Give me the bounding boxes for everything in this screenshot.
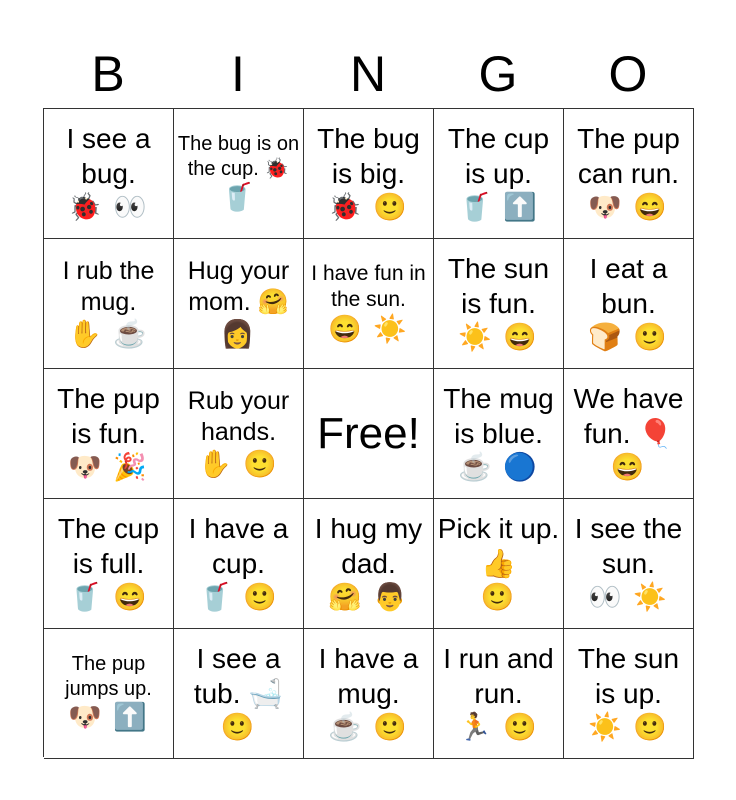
cell-text: The pup jumps up. <box>65 652 152 700</box>
cell-emoji-icons: 🐞 🙂 <box>328 192 409 223</box>
bingo-cell-b3[interactable] <box>44 369 174 499</box>
bingo-cell-b2[interactable] <box>44 239 174 369</box>
cell-emoji-icons: 🥤 <box>220 182 257 213</box>
header-letter-n: N <box>349 46 387 102</box>
bingo-cell-b5[interactable] <box>44 629 174 759</box>
cell-emoji-icons: 😄 <box>610 452 647 483</box>
cell-text: The bug is on the cup. 🐞 <box>177 132 300 180</box>
bingo-cell-n3[interactable] <box>304 369 434 499</box>
bingo-cell-n5[interactable] <box>304 629 434 759</box>
cell-text: I see a bug. <box>66 122 151 189</box>
cell-emoji-icons: ☕ 🔵 <box>458 452 539 483</box>
bingo-cell-b4[interactable] <box>44 499 174 629</box>
cell-emoji-icons: ☀️ 🙂 <box>588 712 669 743</box>
cell-text: The pup can run. <box>577 122 680 189</box>
bingo-cell-o1[interactable] <box>564 109 694 239</box>
bingo-cell-g1[interactable] <box>434 109 564 239</box>
bingo-header <box>43 40 693 108</box>
cell-text: We have fun. 🎈 <box>573 382 684 449</box>
cell-text: I eat a bun. <box>589 252 668 319</box>
cell-emoji-icons: 🥤 🙂 <box>198 582 279 613</box>
cell-emoji-icons: 🙂 <box>220 712 257 743</box>
cell-text: The sun is up. <box>577 642 680 709</box>
cell-text: The cup is full. <box>57 512 160 579</box>
cell-emoji-icons: 🐶 ⬆️ <box>68 702 149 733</box>
header-letter-i: I <box>231 46 245 102</box>
bingo-cell-n4[interactable] <box>304 499 434 629</box>
bingo-cell-o4[interactable] <box>564 499 694 629</box>
bingo-cell-i5[interactable] <box>174 629 304 759</box>
cell-text: I see a tub. 🛁 <box>193 642 284 709</box>
cell-emoji-icons: 🥤 😄 <box>68 582 149 613</box>
cell-emoji-icons: ✋ ☕ <box>68 318 149 349</box>
cell-emoji-icons: 🍞 🙂 <box>588 322 669 353</box>
bingo-cell-n2[interactable] <box>304 239 434 369</box>
cell-emoji-icons: 😄 ☀️ <box>328 313 409 344</box>
bingo-cell-o5[interactable] <box>564 629 694 759</box>
bingo-cell-g4[interactable] <box>434 499 564 629</box>
cell-emoji-icons: ☕ 🙂 <box>328 712 409 743</box>
cell-emoji-icons: ☀️ 😄 <box>458 322 539 353</box>
cell-text: I rub the mug. <box>62 256 155 316</box>
cell-emoji-icons: 🏃 🙂 <box>458 712 539 743</box>
bingo-cell-b1[interactable] <box>44 109 174 239</box>
cell-emoji-icons: ✋ 🙂 <box>198 448 279 479</box>
bingo-board <box>43 108 694 757</box>
cell-text: The mug is blue. <box>443 382 554 449</box>
free-space-label: Free! <box>317 408 420 458</box>
cell-text: Rub your hands. <box>187 386 290 446</box>
cell-text: I have a mug. <box>318 642 419 709</box>
cell-emoji-icons: 🐞 👀 <box>68 192 149 223</box>
cell-text: I see the sun. <box>574 512 683 579</box>
cell-text: I have fun in the sun. <box>311 261 426 311</box>
cell-text: I run and run. <box>443 642 554 709</box>
bingo-cell-o3[interactable] <box>564 369 694 499</box>
cell-emoji-icons: 🙂 <box>480 582 517 613</box>
cell-emoji-icons: 🐶 🎉 <box>68 452 149 483</box>
cell-emoji-icons: 🤗 👨 <box>328 582 409 613</box>
cell-text: The bug is big. <box>317 122 420 189</box>
cell-emoji-icons: 🐶 😄 <box>588 192 669 223</box>
header-letter-g: G <box>478 46 518 102</box>
cell-text: The pup is fun. <box>57 382 160 449</box>
bingo-cell-o2[interactable] <box>564 239 694 369</box>
bingo-cell-g5[interactable] <box>434 629 564 759</box>
bingo-cell-i2[interactable] <box>174 239 304 369</box>
cell-emoji-icons: 👀 ☀️ <box>588 582 669 613</box>
bingo-cell-i3[interactable] <box>174 369 304 499</box>
bingo-cell-n1[interactable] <box>304 109 434 239</box>
bingo-cell-g2[interactable] <box>434 239 564 369</box>
cell-text: The sun is fun. <box>447 252 550 319</box>
cell-emoji-icons: 👩 <box>220 318 257 349</box>
cell-text: I have a cup. <box>188 512 289 579</box>
header-letter-b: B <box>91 46 125 102</box>
bingo-cell-g3[interactable] <box>434 369 564 499</box>
bingo-cell-i4[interactable] <box>174 499 304 629</box>
cell-text: The cup is up. <box>447 122 550 189</box>
cell-text: I hug my dad. <box>314 512 423 579</box>
header-letter-o: O <box>608 46 648 102</box>
cell-emoji-icons: 🥤 ⬆️ <box>458 192 539 223</box>
cell-text: Pick it up. 👍 <box>437 512 560 579</box>
bingo-cell-i1[interactable] <box>174 109 304 239</box>
cell-text: Hug your mom. 🤗 <box>187 256 290 316</box>
